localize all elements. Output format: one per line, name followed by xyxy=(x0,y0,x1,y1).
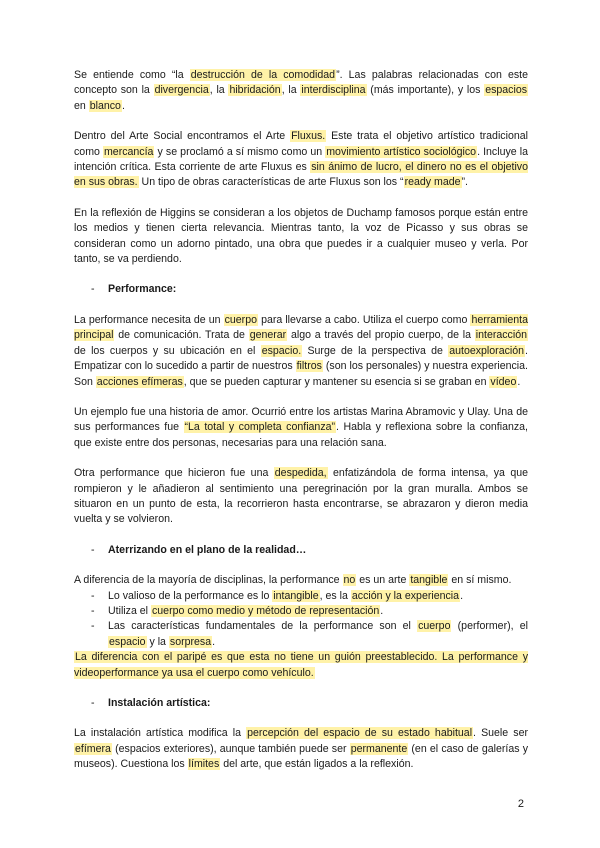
paragraph-comodidad: Se entiende como “la destrucción de la comodidad”. Las palabras relacionadas con este concepto son la divergencia, la hibridación, la interdisciplina (más importante), y los espacios en blanco. xyxy=(74,69,528,112)
dash-marker: - xyxy=(91,543,95,556)
highlight: blanco xyxy=(89,99,121,112)
highlight: Fluxus. xyxy=(291,130,326,143)
heading-instalacion-text: Instalación artística: xyxy=(108,697,211,709)
dash-marker: - xyxy=(91,589,95,602)
list-item: - Lo valioso de la performance es lo intangible, es la acción y la experiencia. xyxy=(74,589,528,604)
highlight: cuerpo como medio y método de representación xyxy=(151,604,380,617)
highlight: sorpresa xyxy=(169,635,212,648)
highlight: hibridación xyxy=(229,84,281,97)
highlight: La diferencia con el paripé es que esta no tiene un guión preestablecido. La performance y videoperformance ya usa el cuerpo como vehículo. xyxy=(74,651,528,679)
heading-aterrizando-text: Aterrizando en el plano de la realidad… xyxy=(108,543,307,556)
highlight: interdisciplina xyxy=(301,84,366,97)
paragraph-higgins: En la reflexión de Higgins se consideran a los objetos de Duchamp famosos porque están entre los medios y tienen cierta relevancia. Mientras tanto, la voz de Picasso y sus obras se consideran como un adorno pintado, una obra que puedes ir a cualquier museo y verla. Por tanto, se va perdiendo. xyxy=(74,206,528,266)
highlight: vídeo xyxy=(490,375,517,388)
dash-marker: - xyxy=(91,283,95,296)
paragraph-instalacion: La instalación artística modifica la percepción del espacio de su estado habitual. Suele ser efímera (espacios exteriores), aunque también puede ser permanente (en el caso de galerías y museos). Cuestiona los límites del arte, que están ligados a la reflexión. xyxy=(74,727,528,771)
highlight: divergencia xyxy=(154,84,209,97)
paragraph-tangible: A diferencia de la mayoría de disciplinas, la performance no es un arte tangible en sí mismo. xyxy=(74,574,512,587)
highlight: despedida, xyxy=(274,467,327,480)
highlight: interacción xyxy=(475,329,527,342)
highlight: límites xyxy=(188,758,220,771)
dash-marker: - xyxy=(91,697,95,709)
heading-aterrizando xyxy=(74,543,528,558)
highlight: generar xyxy=(249,329,287,342)
highlight: acción y la experiencia xyxy=(351,589,460,602)
highlight: cuerpo xyxy=(418,620,451,633)
highlight: “La total y completa confianza” xyxy=(184,421,336,434)
paragraph-despedida: Otra performance que hicieron fue una despedida, enfatizándola de forma intensa, ya que rompieron y le añadieron al sentimiento una peregrinación por la gran muralla. Ambos se situaron en un punto de esta, la recorrieron hasta encontrarse, se abrazaron y dieron media vuelta y se volvieron. xyxy=(74,467,528,526)
highlight: espacios xyxy=(485,84,528,97)
highlight: espacio. xyxy=(261,344,302,357)
highlight: permanente xyxy=(350,742,408,755)
paragraph-abramovic: Un ejemplo fue una historia de amor. Ocurrió entre los artistas Marina Abramovic y Ulay. Una de sus performances fue “La total y completa confianza”. Habla y reflexiona sobre la confianza, que existe entre dos personas, necesarias para una relación sana. xyxy=(74,405,528,449)
document-page xyxy=(74,68,528,773)
highlight: espacio xyxy=(109,635,146,648)
highlight: destrucción de la comodidad xyxy=(190,69,336,81)
list-item: - Utiliza el cuerpo como medio y método de representación. xyxy=(74,604,528,619)
highlight: herramienta principal xyxy=(74,313,528,342)
dash-marker: - xyxy=(91,620,95,633)
highlight: efímera xyxy=(75,742,111,755)
bullet-list xyxy=(74,589,528,651)
highlight: acciones efímeras xyxy=(96,375,183,388)
dash-marker: - xyxy=(91,604,95,617)
highlight: filtros xyxy=(296,360,322,373)
heading-instalacion xyxy=(74,696,528,711)
paragraph-fluxus: Dentro del Arte Social encontramos el Arte Fluxus. Este trata el objetivo artístico tradicional como mercancía y se proclamó a sí mismo como un movimiento artístico sociológico. Incluye la intención crítica. Esta corriente de arte Fluxus es sin ánimo de lucro, el dinero no es el objetivo en sus obras. Un tipo de obras características de arte Fluxus son los “ready made”. xyxy=(74,130,528,189)
highlight: movimiento artístico sociológico xyxy=(326,145,477,158)
paragraph-performance: La performance necesita de un cuerpo para llevarse a cabo. Utiliza el cuerpo como herramienta principal de comunicación. Trata de generar algo a través del propio cuerpo, de la interacción de los cuerpos y su ubicación en el espacio. Surge de la perspectiva de autoexploración. Empatizar con lo sucedido a partir de nuestros filtros (son los personales) y nuestra experiencia. Son acciones efímeras, que se pueden capturar y mantener su esencia si se graban en vídeo. xyxy=(74,313,528,388)
heading-performance-text: Performance: xyxy=(108,283,177,296)
highlight: intangible xyxy=(273,589,319,602)
highlight: percepción del espacio de su estado habitual xyxy=(247,727,473,740)
highlight: mercancía xyxy=(103,145,154,158)
list-item: - Las características fundamentales de la performance son el cuerpo (performer), el espacio y la sorpresa. xyxy=(74,619,528,650)
highlight: no xyxy=(343,574,356,587)
highlight: ready made xyxy=(404,176,461,189)
highlight: cuerpo xyxy=(224,313,257,326)
paragraph-paripe xyxy=(74,650,528,681)
page-number: 2 xyxy=(517,798,524,810)
highlight: sin ánimo de lucro, el dinero no es el objetivo en sus obras. xyxy=(74,161,528,189)
highlight: tangible xyxy=(410,574,448,587)
heading-performance xyxy=(74,282,528,297)
highlight: autoexploración xyxy=(449,344,525,357)
